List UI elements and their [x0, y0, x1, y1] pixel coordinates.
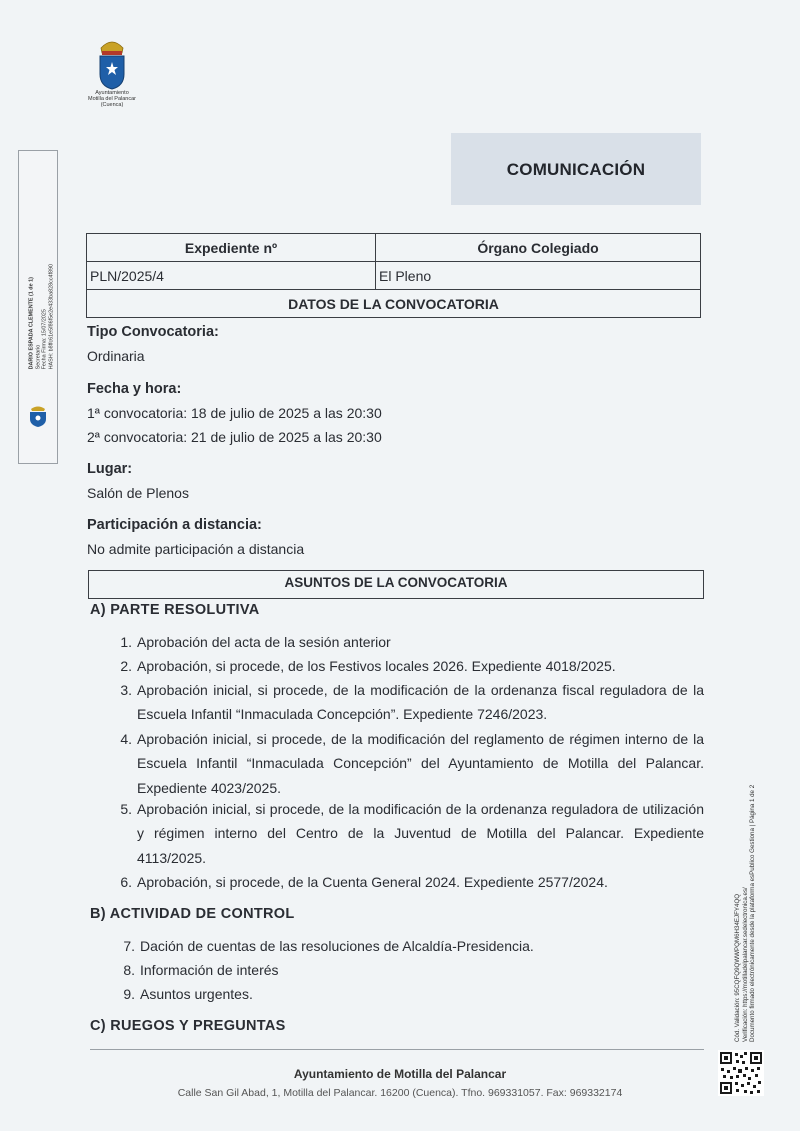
- item-number: 1.: [120, 634, 132, 650]
- list-item: [118, 870, 704, 894]
- item-number: 2.: [120, 658, 132, 674]
- title-box: [451, 133, 701, 205]
- verification-text: [734, 692, 757, 1042]
- item-number: 6.: [120, 874, 132, 890]
- expediente-value: PLN/2025/4: [87, 262, 376, 290]
- signature-box: [18, 150, 58, 464]
- validation-code: Cód. Validación: 95CQFQ9QWWPQM6H34EJFY4QQ: [734, 893, 741, 1042]
- item-number: 8.: [123, 962, 135, 978]
- signature-hash: HASH: b8ffc61e5f86f5e2e433ba828cc4f890: [48, 263, 55, 369]
- tipo-value: Ordinaria: [87, 348, 145, 364]
- page-info: Documento firmado electrónicamente desde la plataforma esPublico Gestiona | Página 1 de 2: [749, 784, 757, 1042]
- section-c-heading: C) RUEGOS Y PREGUNTAS: [90, 1018, 286, 1034]
- signature-date: Fecha Firma: 15/07/2025: [41, 308, 48, 369]
- item-number: 3.: [120, 682, 132, 698]
- lugar-value: Salón de Plenos: [87, 485, 189, 501]
- item-text: Aprobación inicial, si procede, de la modificación de la ordenanza fiscal reguladora de la Escuela Infantil “Inmaculada Concepción”. Expediente 7246/2023.: [137, 682, 704, 723]
- item-text: Aprobación, si procede, de la Cuenta General 2024. Expediente 2577/2024.: [137, 874, 608, 890]
- tipo-label: Tipo Convocatoria:: [87, 324, 219, 340]
- asuntos-title: ASUNTOS DE LA CONVOCATORIA: [284, 575, 508, 590]
- municipal-logo: [82, 38, 142, 108]
- item-text: Aprobación, si procede, de los Festivos locales 2026. Expediente 4018/2025.: [137, 658, 616, 674]
- table-section-row: [87, 290, 701, 318]
- item-number: 9.: [123, 986, 135, 1002]
- list-item: [121, 982, 707, 1006]
- organo-header: Órgano Colegiado: [376, 234, 701, 262]
- signer-role: Secretario: [35, 344, 42, 369]
- document-title: COMUNICACIÓN: [506, 160, 646, 179]
- signer-name: DARIO ESPADA CLEMENTE (1 de 1): [28, 276, 35, 369]
- asuntos-box: [88, 570, 704, 599]
- participacion-label: Participación a distancia:: [87, 517, 262, 533]
- fecha-2: 2ª convocatoria: 21 de julio de 2025 a las 20:30: [87, 429, 382, 445]
- logo-org-line-2: Motilla del Palancar: [88, 96, 136, 102]
- list-item: [118, 797, 704, 870]
- logo-org-line-1: Ayuntamiento: [95, 90, 129, 96]
- list-item: [121, 934, 707, 958]
- table-header-row: [87, 234, 701, 262]
- item-text: Asuntos urgentes.: [140, 986, 253, 1002]
- footer-org: Ayuntamiento de Motilla del Palancar: [293, 1067, 507, 1081]
- qr-code-icon[interactable]: [718, 1050, 764, 1096]
- signature-text: [29, 69, 55, 369]
- table-row: [87, 262, 701, 290]
- signature-seal-icon: [27, 405, 49, 427]
- item-text: Información de interés: [140, 962, 279, 978]
- item-text: Dación de cuentas de las resoluciones de Alcaldía-Presidencia.: [140, 938, 534, 954]
- item-number: 5.: [120, 801, 132, 817]
- section-a-heading: A) PARTE RESOLUTIVA: [90, 602, 260, 618]
- list-item: [118, 727, 704, 800]
- list-item: [118, 654, 704, 678]
- footer-address: Calle San Gil Abad, 1, Motilla del Palancar. 16200 (Cuenca). Tfno. 969331057. Fax: 969332174: [177, 1087, 623, 1099]
- footer-divider: [90, 1049, 704, 1050]
- list-item: [118, 678, 704, 727]
- item-text: Aprobación inicial, si procede, de la modificación de la ordenanza reguladora de utilización y régimen interno del Centro de la Juventud de Motilla del Palancar. Expediente 4113/2025.: [137, 801, 704, 866]
- fecha-label: Fecha y hora:: [87, 381, 182, 397]
- logo-org-line-3: (Cuenca): [100, 102, 124, 108]
- item-text: Aprobación inicial, si procede, de la modificación del reglamento de régimen interno de la Escuela Infantil “Inmaculada Concepción” del Ayuntamiento de Motilla del Palancar. Expediente 4023/2025.: [137, 731, 704, 796]
- datos-convocatoria-header: DATOS DE LA CONVOCATORIA: [87, 290, 701, 318]
- item-number: 4.: [120, 731, 132, 747]
- coat-of-arms-icon: [95, 38, 129, 90]
- organo-value: El Pleno: [376, 262, 701, 290]
- list-item: [118, 630, 704, 654]
- fecha-1: 1ª convocatoria: 18 de julio de 2025 a las 20:30: [87, 405, 382, 421]
- lugar-label: Lugar:: [87, 461, 133, 477]
- section-b-heading: B) ACTIVIDAD DE CONTROL: [90, 906, 295, 922]
- verification-url: Verificación: https://motilladelpalancar.sedelectronica.es/: [741, 887, 749, 1042]
- item-number: 7.: [123, 938, 135, 954]
- participacion-value: No admite participación a distancia: [87, 541, 305, 557]
- convocatoria-table: [86, 233, 701, 318]
- item-text: Aprobación del acta de la sesión anterior: [137, 634, 391, 650]
- list-item: [121, 958, 707, 982]
- expediente-header: Expediente nº: [87, 234, 376, 262]
